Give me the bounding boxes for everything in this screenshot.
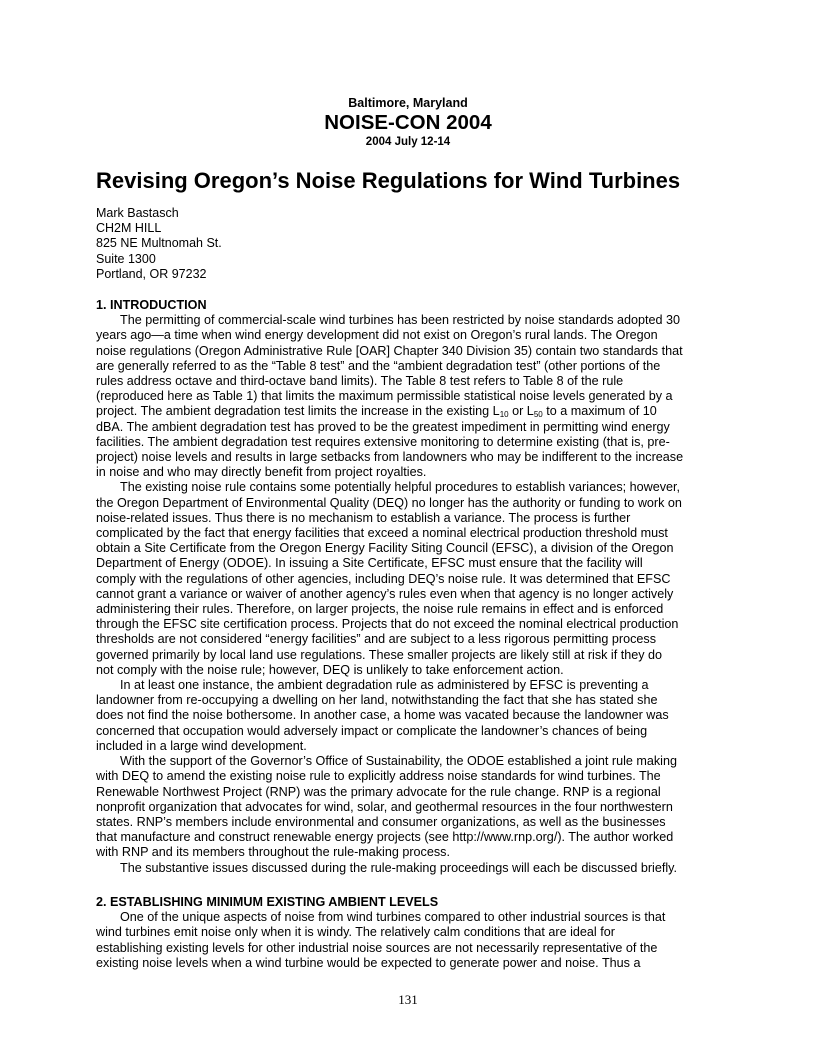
text-line: that manufacture and construct renewable energy projects (see http://www.rnp.org/). The author worked — [96, 830, 674, 845]
text-line: noise-related issues. Thus there is no mechanism to establish a variance. The process is further — [96, 510, 631, 525]
text-line: facilities. The ambient degradation test requires extensive monitoring to determine existing (that is, pre- — [96, 434, 670, 449]
text-line: concerned that occupation would adversely impact or complicate the landowner’s chances of being — [96, 723, 648, 738]
text-line: included in a large wind development. — [96, 738, 307, 753]
section-heading-introduction: 1. INTRODUCTION — [96, 298, 207, 312]
text-line: establishing existing levels for other industrial noise sources are not necessarily representative of the — [96, 940, 658, 955]
text-line: Department of Energy (ODOE). In issuing a Site Certificate, EFSC must ensure that the facility will — [96, 556, 643, 571]
text-line: states. RNP’s members include environmental and consumer organizations, as well as the businesses — [96, 814, 666, 829]
text-line: years ago—a time when wind energy development did not exist on Oregon’s rural lands. The Oregon — [96, 328, 658, 343]
intro-paragraph-1 — [96, 313, 722, 480]
text-line: the Oregon Department of Environmental Quality (DEQ) no longer has the authority or funding to work on — [96, 495, 682, 510]
text-run: project. The ambient degradation test limits the increase in the existing L — [96, 404, 500, 419]
subscript-10: 10 — [499, 410, 509, 420]
text-line: The permitting of commercial-scale wind turbines has been restricted by noise standards adopted 30 — [120, 313, 681, 328]
section-ambient-levels — [96, 895, 722, 971]
text-line: thresholds are not considered “energy facilities” and are subject to a less rigorous permitting process — [96, 632, 657, 647]
text-line: comply with the regulations of other agencies, including DEQ’s noise rule. It was determined that EFSC — [96, 571, 671, 586]
text-line: noise regulations (Oregon Administrative Rule [OAR] Chapter 340 Division 35) contain two standards that — [96, 343, 683, 358]
text-line: governed primarily by local land use regulations. These smaller projects are likely still at risk if they do — [96, 647, 663, 662]
text-line: in noise and who may directly benefit from project royalties. — [96, 465, 427, 480]
text-line: landowner from re-occupying a dwelling on her land, notwithstanding the fact that she has stated she — [96, 693, 658, 708]
text-line: with DEQ to amend the existing noise rule to explicitly address noise standards for wind turbines. The — [96, 769, 661, 784]
intro-paragraph-2 — [96, 480, 722, 678]
text-line: With the support of the Governor’s Office of Sustainability, the ODOE established a joint rule making — [120, 754, 677, 769]
author-street: 825 NE Multnomah St. — [96, 236, 222, 251]
text-line-with-subscripts — [96, 404, 722, 419]
ambient-paragraph-1 — [96, 910, 722, 971]
section-introduction — [96, 298, 722, 876]
author-organization: CH2M HILL — [96, 221, 162, 236]
text-line: nonprofit organization that advocates for wind, solar, and geothermal resources in the four northwestern — [96, 799, 673, 814]
text-line: not comply with the noise rule; however, DEQ is unlikely to take enforcement action. — [96, 662, 564, 677]
text-line: Renewable Northwest Project (RNP) was the primary advocate for the rule change. RNP is a regional — [96, 784, 661, 799]
section-heading-ambient-levels: 2. ESTABLISHING MINIMUM EXISTING AMBIENT LEVELS — [96, 895, 439, 909]
intro-paragraph-5 — [96, 861, 722, 876]
intro-paragraph-4 — [96, 754, 722, 860]
author-city: Portland, OR 97232 — [96, 266, 207, 281]
conference-location: Baltimore, Maryland — [348, 96, 468, 110]
text-line: The existing noise rule contains some potentially helpful procedures to establish variances; however, — [120, 480, 681, 495]
text-line: The substantive issues discussed during the rule-making proceedings will each be discussed briefly. — [120, 860, 677, 875]
subscript-50: 50 — [533, 410, 543, 420]
author-block — [96, 206, 222, 282]
text-line: complicated by the fact that energy facilities that exceed a nominal electrical production threshold must — [96, 526, 668, 541]
author-suite: Suite 1300 — [96, 251, 156, 266]
text-line: with RNP and its members throughout the rule-making process. — [96, 845, 450, 860]
text-line: project) noise levels and results in large setbacks from landowners who may be indifferent to the increase — [96, 450, 684, 465]
intro-paragraph-3 — [96, 678, 722, 754]
text-run: or L — [508, 404, 534, 419]
text-line: does not find the noise bothersome. In another case, a home was vacated because the landowner was — [96, 708, 669, 723]
text-line: administering their rules. Therefore, on larger projects, the noise rule remains in effect and is enforced — [96, 602, 664, 617]
text-run: to a maximum of 10 — [542, 404, 657, 419]
text-line: (reproduced here as Table 1) that limits the maximum permissible statistical noise levels generated by a — [96, 389, 673, 404]
page-number: 131 — [398, 992, 418, 1007]
text-line: cannot grant a variance or waiver of another agency’s rules even when that agency is no longer actively — [96, 586, 674, 601]
text-line: In at least one instance, the ambient degradation rule as administered by EFSC is preventing a — [120, 678, 649, 693]
author-name: Mark Bastasch — [96, 206, 179, 220]
text-line: One of the unique aspects of noise from wind turbines compared to other industrial sources is that — [120, 910, 666, 925]
paper-title: Revising Oregon’s Noise Regulations for Wind Turbines — [96, 168, 681, 193]
text-line: through the EFSC site certification process. Projects that do not exceed the nominal electrical production — [96, 617, 679, 632]
conference-dates: 2004 July 12-14 — [365, 136, 451, 148]
text-line: wind turbines emit noise only when it is windy. The relatively calm conditions that are ideal for — [96, 925, 615, 940]
conference-name: NOISE-CON 2004 — [324, 111, 492, 134]
text-line: rules address octave and third-octave band limits). The Table 8 test refers to Table 8 of the rule — [96, 374, 624, 389]
text-line: are generally referred to as the “Table 8 test” and the “ambient degradation test” (other portions of the — [96, 358, 661, 373]
text-line: existing noise levels when a wind turbine would be expected to generate power and noise. Thus a — [96, 955, 641, 970]
text-line: dBA. The ambient degradation test has proved to be the greatest impediment in permitting wind energy — [96, 419, 670, 434]
text-line: obtain a Site Certificate from the Oregon Energy Facility Siting Council (EFSC), a division of the Oregon — [96, 541, 674, 556]
